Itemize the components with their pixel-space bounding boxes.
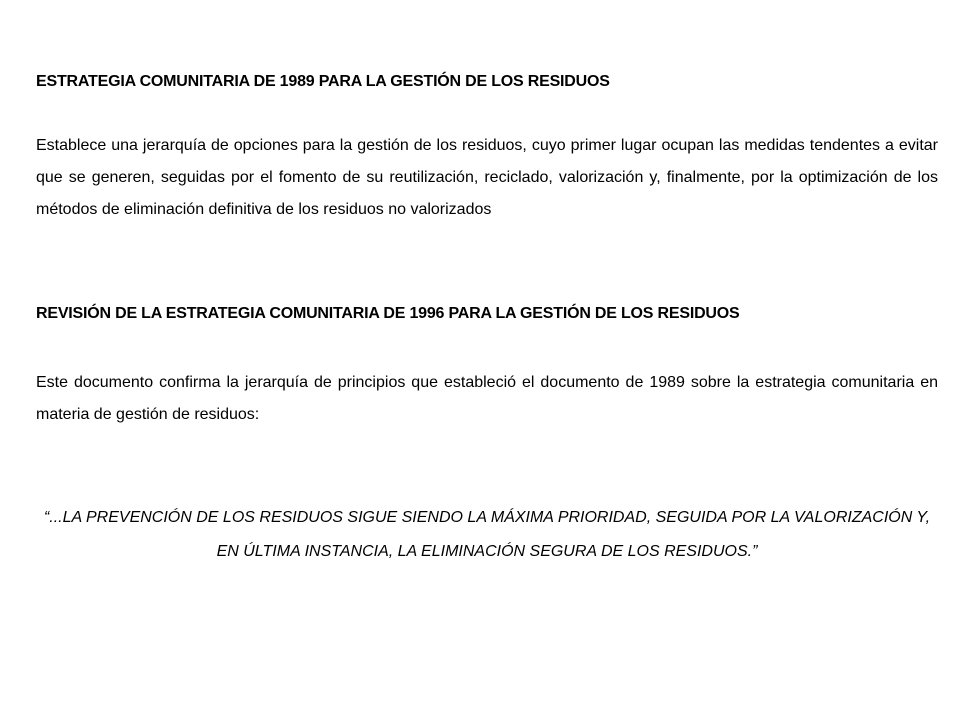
section-heading-1989-strategy: ESTRATEGIA COMUNITARIA DE 1989 PARA LA GESTIÓN DE LOS RESIDUOS xyxy=(36,73,610,90)
section-body-1996-revision: Este documento confirma la jerarquía de principios que estableció el documento de 1989 sobre la estrategia comunitaria en materia de gestión de residuos: xyxy=(36,374,938,423)
section-body-1989-strategy: Establece una jerarquía de opciones para la gestión de los residuos, cuyo primer lugar ocupan las medidas tendentes a evitar que se generen, seguidas por el fomento de su reutilización, reciclado, valorización y, finalmente, por la optimización de los métodos de eliminación definitiva de los residuos no valorizados xyxy=(36,137,938,218)
document-slide xyxy=(36,0,938,720)
quote-waste-prevention: “...LA PREVENCIÓN DE LOS RESIDUOS SIGUE SIENDO LA MÁXIMA PRIORIDAD, SEGUIDA POR LA VALORIZACIÓN Y, EN ÚLTIMA INSTANCIA, LA ELIMINACIÓN SEGURA DE LOS RESIDUOS.” xyxy=(43,509,931,560)
section-heading-1996-revision: REVISIÓN DE LA ESTRATEGIA COMUNITARIA DE 1996 PARA LA GESTIÓN DE LOS RESIDUOS xyxy=(36,305,740,322)
